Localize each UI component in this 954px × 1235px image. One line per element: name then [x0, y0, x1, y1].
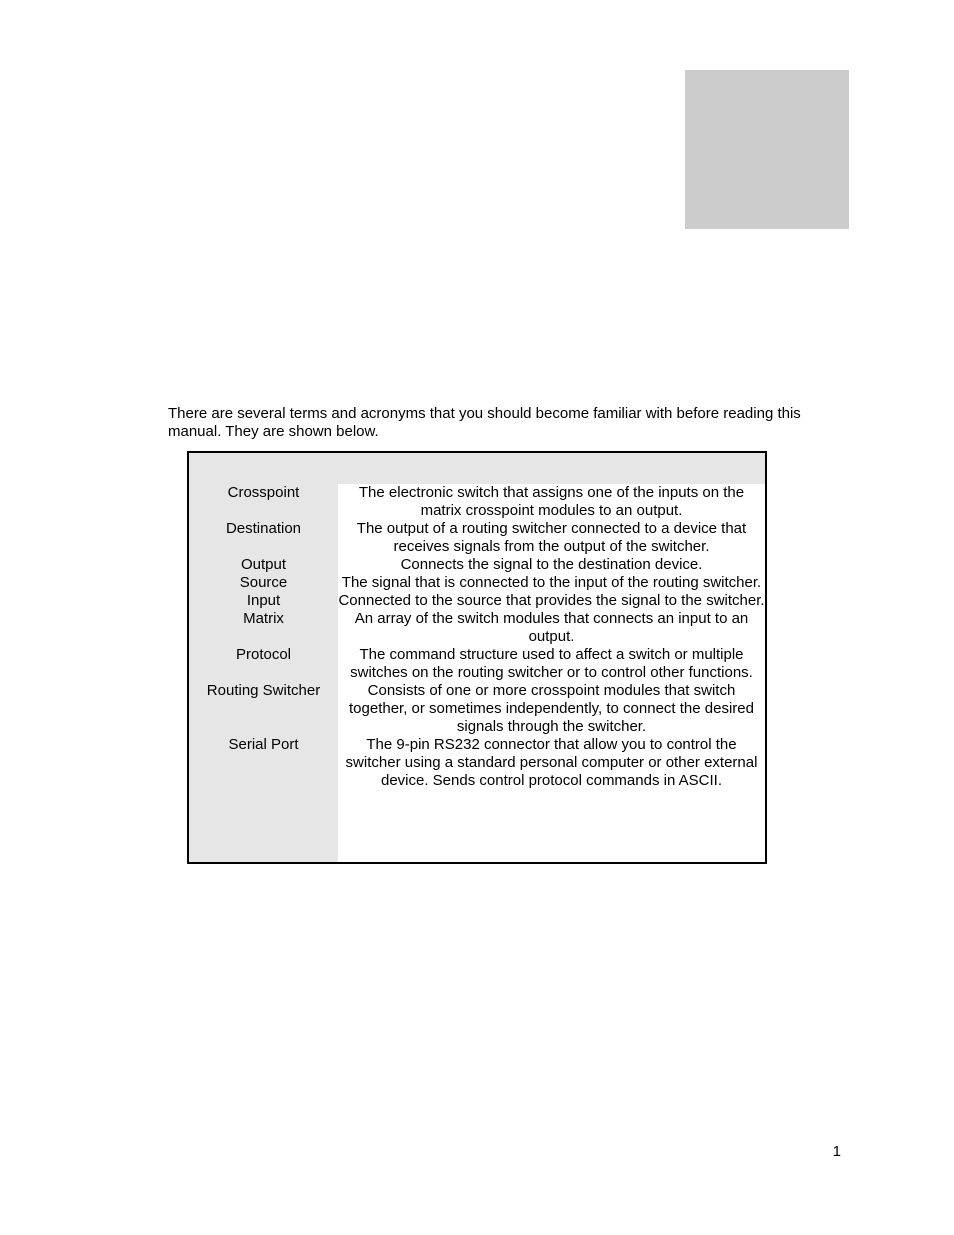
- chapter-tab-box: [685, 70, 849, 229]
- glossary-row: [189, 736, 765, 790]
- glossary-term: Crosspoint: [227, 484, 300, 501]
- glossary-body: [189, 484, 765, 790]
- glossary-row: [189, 592, 765, 610]
- glossary-table: [187, 451, 767, 864]
- glossary-term: Routing Switcher: [206, 682, 321, 699]
- glossary-definition: The command structure used to affect a switch or multiple switches on the routing switcher or to control other functions.: [350, 646, 753, 681]
- glossary-term: Input: [246, 592, 281, 609]
- glossary-definition: Connected to the source that provides the signal to the switcher.: [338, 592, 765, 609]
- page-number: 1: [832, 1143, 841, 1160]
- glossary-term: Protocol: [235, 646, 292, 663]
- glossary-definition: The 9-pin RS232 connector that allow you to control the switcher using a standard personal computer or other external device. Sends control protocol commands in ASCII.: [345, 736, 758, 789]
- glossary-term: Output: [240, 556, 287, 573]
- glossary-definition: An array of the switch modules that connects an input to an output.: [354, 610, 749, 645]
- glossary-row: [189, 610, 765, 646]
- glossary-row: [189, 520, 765, 556]
- glossary-definition: The electronic switch that assigns one of the inputs on the matrix crosspoint modules to an output.: [358, 484, 745, 519]
- glossary-definition: Connects the signal to the destination device.: [400, 556, 703, 573]
- glossary-term: Source: [239, 574, 288, 591]
- glossary-definition: The signal that is connected to the input of the routing switcher.: [341, 574, 762, 591]
- glossary-term: Destination: [225, 520, 302, 537]
- glossary-term: Matrix: [243, 610, 284, 627]
- glossary-definition: The output of a routing switcher connected to a device that receives signals from the output of the switcher.: [356, 520, 747, 555]
- glossary-row: [189, 682, 765, 736]
- glossary-row: [189, 484, 765, 520]
- intro-paragraph: There are several terms and acronyms that you should become familiar with before reading this manual. They are shown below.: [168, 405, 801, 440]
- glossary-row: [189, 574, 765, 592]
- glossary-row: [189, 646, 765, 682]
- glossary-row: [189, 556, 765, 574]
- glossary-definition: Consists of one or more crosspoint modules that switch together, or sometimes independently, to connect the desired signals through the switcher.: [349, 682, 754, 735]
- glossary-term: Serial Port: [228, 736, 299, 753]
- glossary-header: [189, 453, 765, 484]
